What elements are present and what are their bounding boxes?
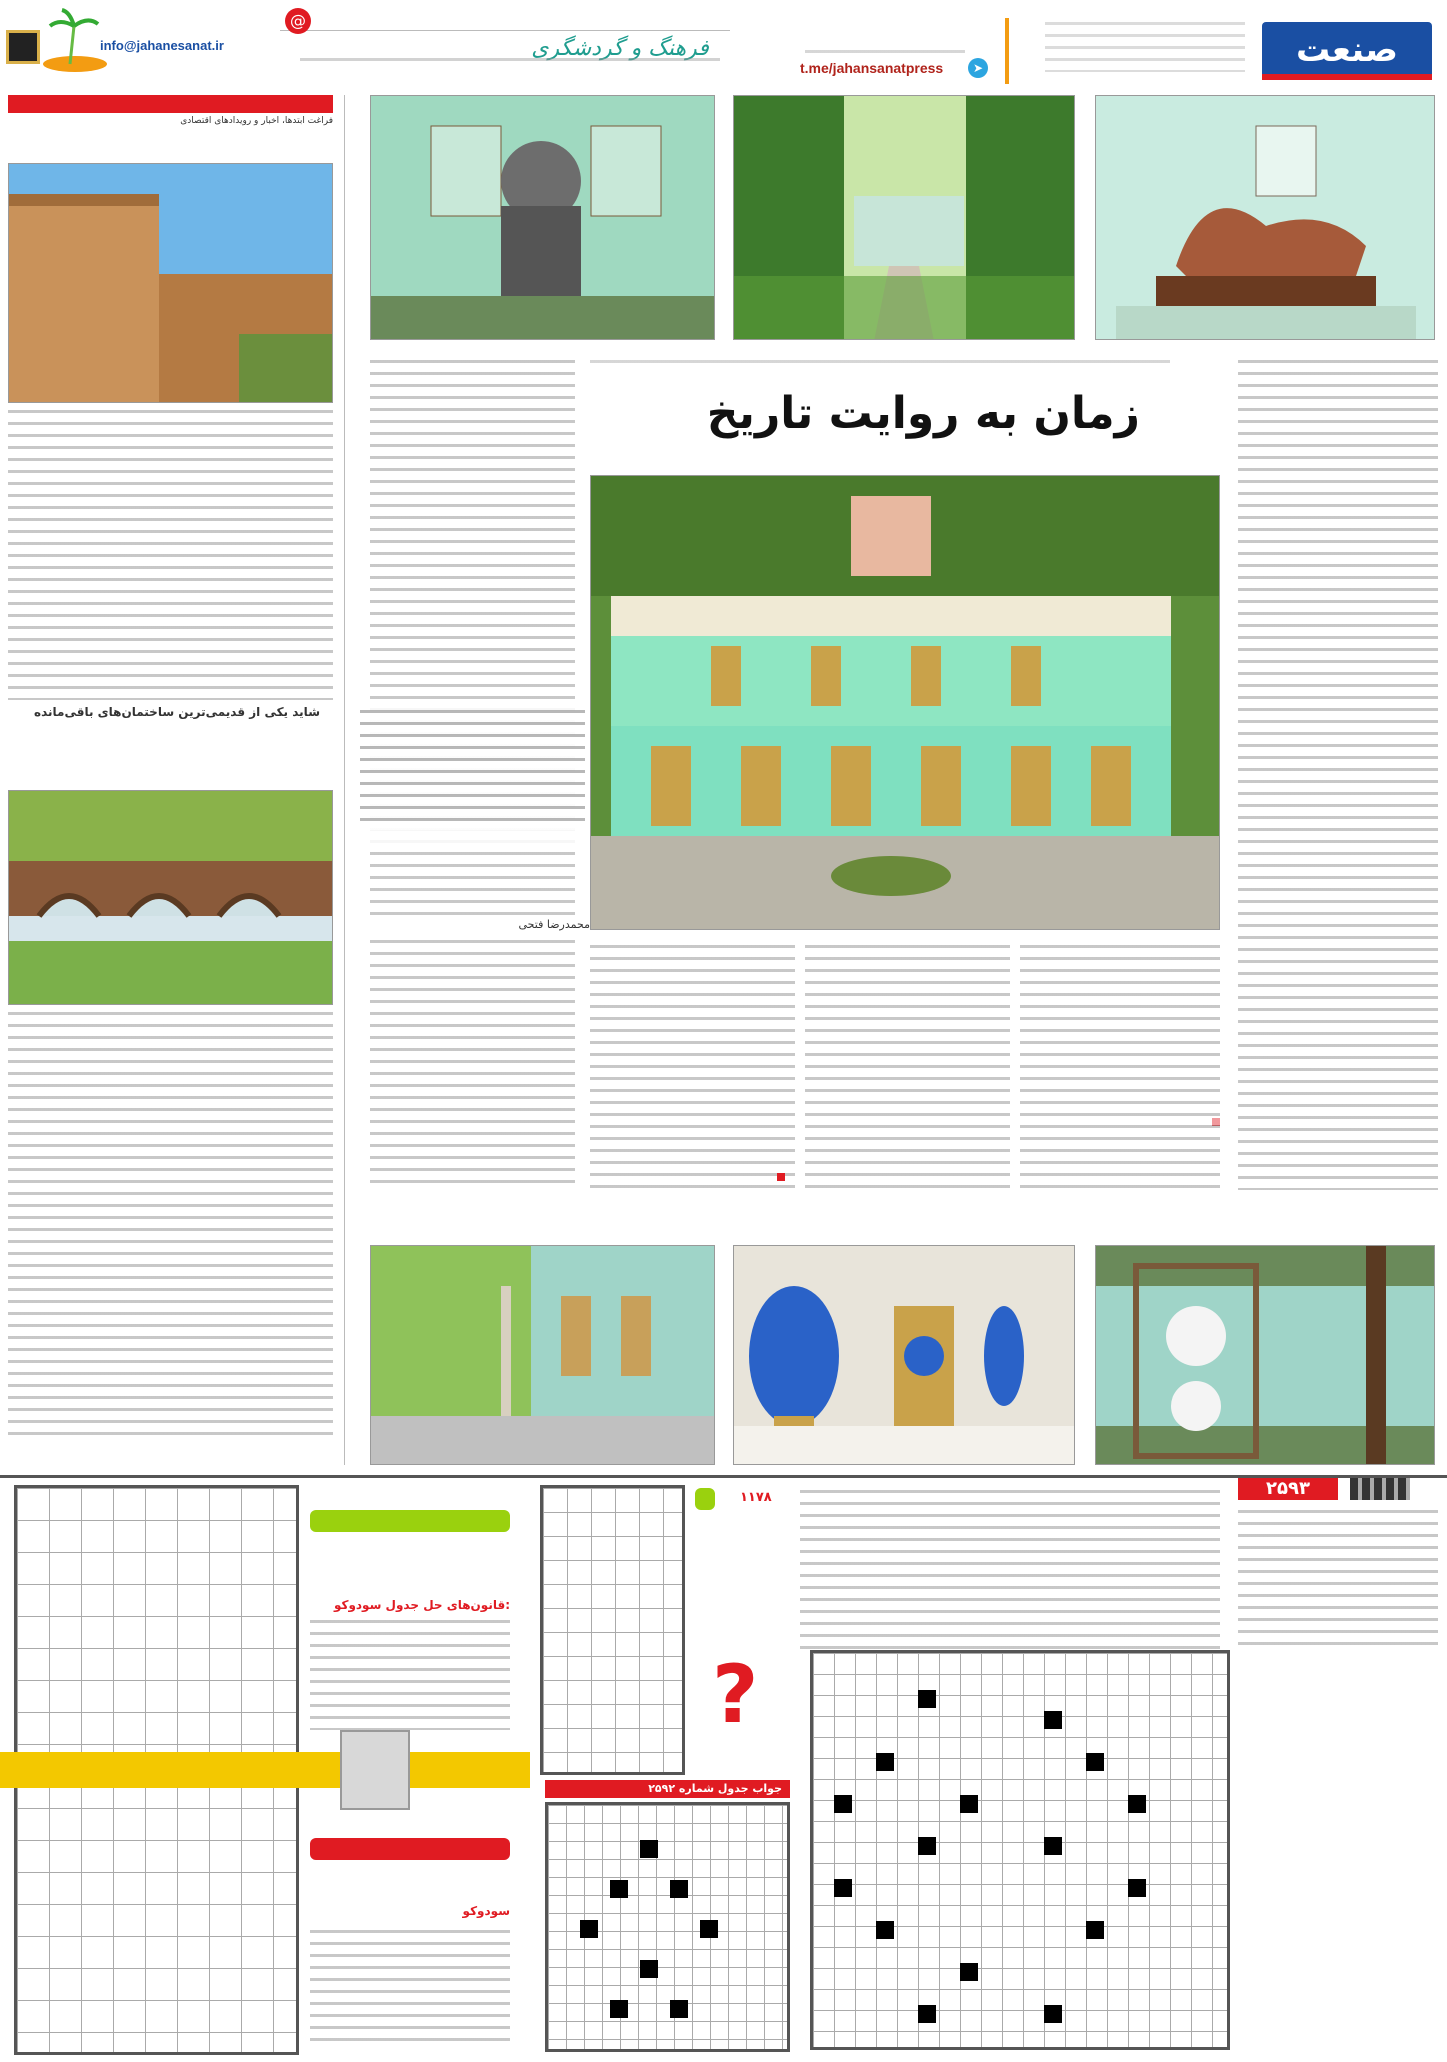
- puzzle-number-text: ۱۱۷۸: [740, 1490, 772, 1505]
- crossword-grid[interactable]: [810, 1650, 1230, 2050]
- puzzles-top-border: [0, 1475, 1447, 1478]
- crossword-black-cell: [1044, 1837, 1062, 1855]
- logo-text: صنعت: [1296, 30, 1398, 70]
- sudoku-rules-title-text: قانون‌های حل جدول سودوکو:: [333, 1598, 510, 1612]
- answer-black-cell: [670, 2000, 688, 2018]
- left-column-divider: [344, 95, 345, 1465]
- puzzle-clues-mid: [800, 1490, 1220, 1650]
- crossword-black-cell: [918, 1690, 936, 1708]
- answer-black-cell: [610, 1880, 628, 1898]
- headline-kicker: [590, 360, 1170, 372]
- telegram-url[interactable]: t.me/jahansanatpress: [800, 60, 944, 76]
- crossword-black-cell: [876, 1921, 894, 1939]
- green-tag-top: [310, 1510, 510, 1532]
- sudoku-title: [310, 1904, 510, 1922]
- masthead-email[interactable]: [100, 38, 300, 58]
- sudoku-icon: [340, 1730, 410, 1810]
- answer-title-bar: [545, 1780, 790, 1798]
- section-title-text: فرهنگ و گردشگری: [531, 36, 709, 61]
- issue-qr: [1350, 1478, 1410, 1500]
- crossword-black-cell: [918, 1837, 936, 1855]
- vases-clock-photo: [733, 1245, 1075, 1465]
- email-icon: @: [285, 8, 311, 34]
- article-column-2: [370, 940, 575, 1190]
- answer-black-cell: [670, 1880, 688, 1898]
- building-corner-photo: [370, 1245, 715, 1465]
- crossword-black-cell: [834, 1879, 852, 1897]
- crossword-black-cell: [960, 1795, 978, 1813]
- dragon-artifact-photo: [1095, 95, 1435, 340]
- pullquote-lines: [360, 710, 585, 830]
- masthead-date-block: [1045, 22, 1245, 72]
- answer-title-text: جواب جدول شماره ۲۵۹۲: [648, 1782, 782, 1795]
- question-mark-figure: ?: [712, 1648, 759, 1741]
- logo-red-bar: [1262, 74, 1432, 80]
- masthead-issue-info: [300, 58, 720, 66]
- puzzle-number-tag: [695, 1488, 715, 1510]
- garden-path-photo: [733, 95, 1075, 340]
- garden-lamp-photo: [1095, 1245, 1435, 1465]
- bridge-photo: [8, 790, 333, 1005]
- crossword-black-cell: [876, 1753, 894, 1771]
- answer-black-cell: [640, 1840, 658, 1858]
- email-text[interactable]: info@jahanesanat.ir: [100, 38, 224, 53]
- answer-black-cell: [610, 2000, 628, 2018]
- left-column-text-2: [8, 1012, 333, 1442]
- qr-code: [6, 30, 40, 64]
- museum-sculpture-photo: [370, 95, 715, 340]
- beach-logo: [40, 6, 110, 76]
- masthead: [0, 0, 1447, 92]
- crossword-black-cell: [960, 1963, 978, 1981]
- left-column-quote: [20, 705, 320, 745]
- puzzle-clues-right: [1238, 1510, 1438, 1650]
- crossword-black-cell: [1086, 1921, 1104, 1939]
- masthead-rule: [280, 30, 730, 31]
- issue-number-badge: [1238, 1478, 1338, 1500]
- article-headline-text: زمان به روایت تاریخ: [706, 388, 1140, 439]
- left-column-subheading: [8, 116, 333, 130]
- left-column-subheading-text: فراغت ابتدها، اخبار و رویدادهای اقتصادی: [180, 116, 333, 126]
- left-column-quote-text: شاید یکی از قدیمی‌ترین ساختمان‌های باقی‌مانده: [34, 705, 320, 719]
- article-end-marker-2: [777, 1173, 785, 1181]
- article-column-4: [805, 945, 1010, 1190]
- sudoku-title-text: سودوکو: [462, 1904, 510, 1918]
- article-pullquote: [360, 700, 585, 850]
- sudoku-yellow-bar: [0, 1752, 530, 1788]
- crossword-black-cell: [1128, 1879, 1146, 1897]
- orange-divider: [1005, 18, 1009, 84]
- telegram-subtext: [805, 50, 965, 56]
- article-column-5: [1020, 945, 1220, 1190]
- crossword-black-cell: [1044, 1711, 1062, 1729]
- newspaper-logo: [1262, 22, 1432, 78]
- answer-black-cell: [700, 1920, 718, 1938]
- article-byline: [370, 918, 590, 934]
- issue-number-text: ۲۵۹۳: [1266, 1478, 1310, 1499]
- fortress-photo: [8, 163, 333, 403]
- mansion-main-photo: [590, 475, 1220, 930]
- answer-black-cell: [580, 1920, 598, 1938]
- red-tag-bottom: [310, 1838, 510, 1860]
- telegram-link[interactable]: [800, 58, 990, 78]
- crossword-black-cell: [918, 2005, 936, 2023]
- sudoku-text: [310, 1930, 510, 2050]
- article-column-3: [590, 945, 795, 1190]
- crossword-black-cell: [1128, 1795, 1146, 1813]
- crossword-black-cell: [1086, 1753, 1104, 1771]
- crossword-black-cell: [1044, 2005, 1062, 2023]
- answer-black-cell: [640, 1960, 658, 1978]
- left-column-text-1: [8, 410, 333, 700]
- sudoku-rules-title: [310, 1598, 510, 1616]
- article-headline: [600, 388, 1140, 458]
- small-puzzle-grid[interactable]: [540, 1485, 685, 1775]
- crossword-black-cell: [834, 1795, 852, 1813]
- article-byline-text: محمدرضا فتحی: [518, 918, 590, 931]
- puzzle-number: [740, 1490, 790, 1510]
- telegram-icon: ➤: [968, 58, 988, 78]
- sudoku-rules-text: [310, 1620, 510, 1730]
- right-column-text: [1238, 360, 1438, 1190]
- left-column-red-header: [8, 95, 333, 113]
- section-title: [520, 36, 720, 76]
